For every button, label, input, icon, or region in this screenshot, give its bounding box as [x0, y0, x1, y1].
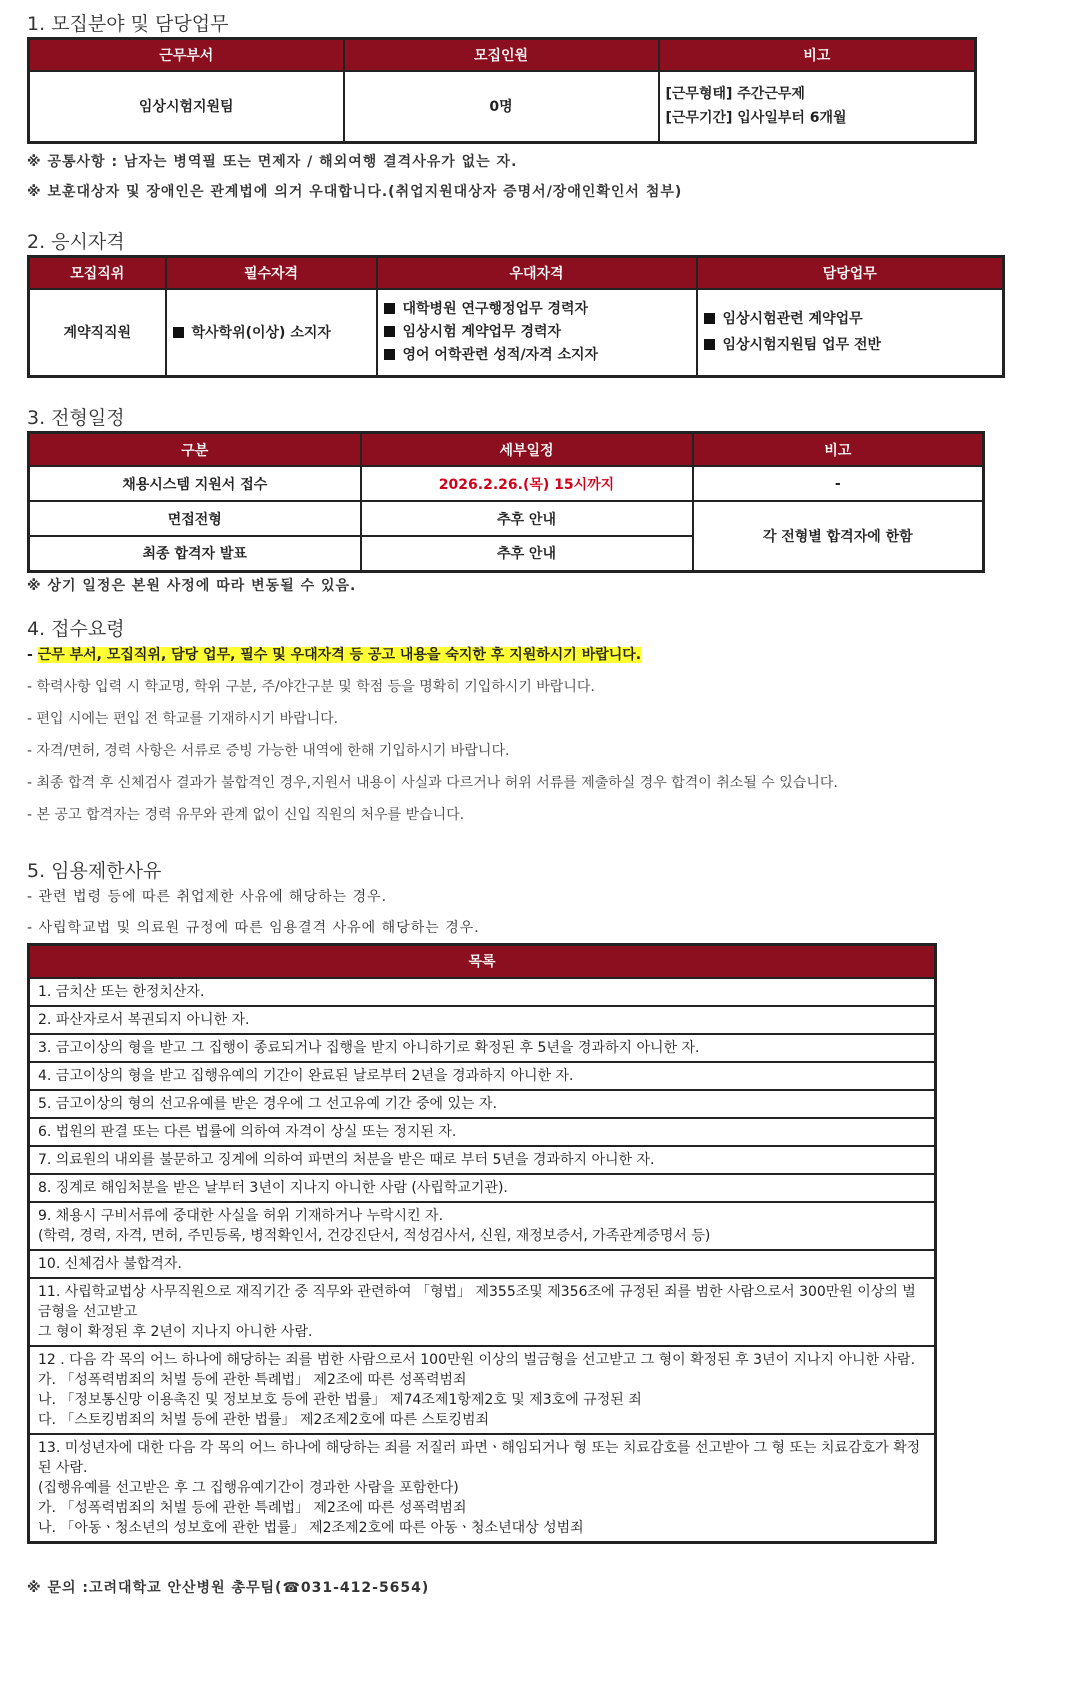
header-position: 모집직위 — [29, 256, 166, 289]
restriction-item-line: 12 . 다음 각 목의 어느 하나에 해당하는 죄를 범한 사람으로서 100만원 이상의 벌금형을 선고받고 그 형이 확정된 후 3년이 지나지 아니한 사람. — [38, 1351, 916, 1368]
restriction-item-cell — [29, 1146, 936, 1174]
restriction-item-line: 3. 금고이상의 형을 받고 그 집행이 종료되거나 집행을 받지 아니하기로 확정된 후 5년을 경과하지 아니한 자. — [38, 1039, 700, 1056]
restriction-item-line: 나. 「정보통신망 이용촉진 및 정보보호 등에 관한 법률」 제74조제1항제2호 및 제3호에 규정된 죄 — [38, 1391, 642, 1408]
restriction-rows — [29, 978, 936, 1543]
restriction-item-line: 11. 사립학교법상 사무직원으로 재직기간 중 직무와 관련하여 「형법」 제355조및 제356조에 규정된 죄를 범한 사람으로서 300만원 이상의 벌금형을 선고받고 — [38, 1283, 916, 1320]
restriction-item-line: 1. 금치산 또는 한정치산자. — [38, 983, 205, 1000]
square-bullet-icon — [704, 313, 715, 324]
guide-line: - 최종 합격 후 신체검사 결과가 불합격인 경우,지원서 내용이 사실과 다르거나 허위 서류를 제출하실 경우 합격이 취소될 수 있습니다. — [27, 774, 838, 791]
count-value: 0명 — [344, 71, 659, 142]
restriction-item-line: 6. 법원의 판결 또는 다른 법률에 의하여 자격이 상실 또는 정지된 자. — [38, 1123, 457, 1140]
header-count: 모집인원 — [344, 39, 659, 72]
header-dept: 근무부서 — [29, 39, 344, 72]
restriction-intro — [27, 887, 1067, 938]
job-posting — [27, 12, 1067, 1598]
square-bullet-icon — [384, 303, 395, 314]
contact-info: ※ 문의 :고려대학교 안산병원 총무팀(☎031-412-5654) — [27, 1579, 430, 1596]
square-bullet-icon — [173, 327, 184, 338]
preferred-item: 영어 어학관련 성적/자격 소지자 — [402, 346, 599, 363]
restriction-item-line: 9. 채용시 구비서류에 중대한 사실을 허위 기재하거나 누락시킨 자. — [38, 1207, 444, 1224]
remark-merged: 각 전형별 합격자에 한함 — [693, 501, 984, 571]
dept-value: 임상시험지원팀 — [29, 71, 344, 142]
restriction-item-line: 13. 미성년자에 대한 다음 각 목의 어느 하나에 해당하는 죄를 저질러 파면ㆍ해임되거나 형 또는 치료감호를 선고받아 그 형 또는 치료감호가 확정된 사람. — [38, 1439, 921, 1476]
stage-apply: 채용시스템 지원서 접수 — [29, 466, 361, 501]
restriction-item-cell — [29, 1090, 936, 1118]
restriction-item-cell — [29, 1434, 936, 1543]
restriction-item-line: 나. 「아동ㆍ청소년의 성보호에 관한 법률」 제2조제2호에 따른 아동ㆍ청소년대상 성범죄 — [38, 1519, 584, 1536]
restriction-item — [29, 1250, 936, 1278]
restriction-item-cell — [29, 1006, 936, 1034]
restriction-item-cell — [29, 1202, 936, 1250]
restriction-item — [29, 1174, 936, 1202]
remark-apply: - — [693, 466, 984, 501]
restriction-line: - 사립학교법 및 의료원 규정에 따른 임용결격 사유에 해당하는 경우. — [27, 919, 480, 936]
duty-item: 임상시험관련 계약업무 — [722, 311, 863, 328]
restriction-item-cell — [29, 1118, 936, 1146]
guide-highlight: 근무 부서, 모집직위, 담당 업무, 필수 및 우대자격 등 공고 내용을 숙지한 후 지원하시기 바랍니다. — [37, 646, 642, 663]
header-remark: 비고 — [659, 39, 976, 72]
header-stage: 구분 — [29, 433, 361, 467]
square-bullet-icon — [384, 326, 395, 337]
restriction-item-cell — [29, 1062, 936, 1090]
restriction-item — [29, 1118, 936, 1146]
section3-title: 3. 전형일정 — [27, 407, 125, 429]
duty-item: 임상시험지원팀 업무 전반 — [722, 337, 882, 354]
header-required: 필수자격 — [166, 256, 377, 289]
header-preferred: 우대자격 — [377, 256, 697, 289]
required-value: 학사학위(이상) 소지자 — [191, 325, 331, 342]
recruitment-table — [27, 37, 977, 144]
restriction-item — [29, 1062, 936, 1090]
section1-notes — [27, 152, 1067, 202]
work-period: [근무기간] 입사일부터 6개월 — [665, 110, 847, 127]
restriction-item-line: 8. 징계로 해임처분을 받은 날부터 3년이 지나지 아니한 사람 (사립학교기관). — [38, 1179, 508, 1196]
restriction-item-line: 7. 의료원의 내외를 불문하고 징계에 의하여 파면의 처분을 받은 때로 부터 5년을 경과하지 아니한 자. — [38, 1151, 655, 1168]
restriction-item-line: 5. 금고이상의 형의 선고유예를 받은 경우에 그 선고유예 기간 중에 있는 자. — [38, 1095, 497, 1112]
restriction-item — [29, 1146, 936, 1174]
restriction-item-cell — [29, 978, 936, 1006]
restriction-item-line: (학력, 경력, 자격, 면허, 주민등록, 병적확인서, 건강진단서, 적성검사서, 신원, 재정보증서, 가족관계증명서 등) — [38, 1227, 711, 1244]
restriction-item-cell — [29, 1278, 936, 1346]
restriction-item-line: (집행유예를 선고받은 후 그 집행유예기간이 경과한 사람을 포함한다) — [38, 1479, 459, 1496]
schedule-apply: 2026.2.26.(목) 15시까지 — [361, 466, 693, 501]
section2-title: 2. 응시자격 — [27, 230, 125, 253]
dash: - — [27, 646, 38, 663]
schedule-note: ※ 상기 일정은 본원 사정에 따라 변동될 수 있음. — [27, 577, 357, 594]
restriction-item-line: 가. 「성폭력범죄의 처벌 등에 관한 특례법」 제2조에 따른 성폭력범죄 — [38, 1499, 467, 1516]
work-type: [근무형태] 주간근무제 — [665, 86, 805, 103]
preferred-item: 임상시험 계약업무 경력자 — [402, 323, 562, 340]
schedule-interview: 추후 안내 — [361, 501, 693, 536]
restriction-item-cell — [29, 1034, 936, 1062]
preferred-item: 대학병원 연구행정업무 경력자 — [402, 300, 589, 317]
restriction-item-cell — [29, 1346, 936, 1434]
restriction-item — [29, 1006, 936, 1034]
guide-highlight-line — [27, 645, 1067, 665]
stage-interview: 면접전형 — [29, 501, 361, 536]
restriction-item — [29, 1202, 936, 1250]
guide-line: - 학력사항 입력 시 학교명, 학위 구분, 주/야간구분 및 학점 등을 명확히 기입하시기 바랍니다. — [27, 678, 595, 695]
restriction-item-cell — [29, 1250, 936, 1278]
schedule-table — [27, 431, 985, 573]
section5-title: 5. 임용제한사유 — [27, 859, 162, 882]
restriction-item — [29, 1346, 936, 1434]
restriction-item — [29, 978, 936, 1006]
restriction-item — [29, 1090, 936, 1118]
guide-line: - 자격/면허, 경력 사항은 서류로 증빙 가능한 내역에 한해 기입하시기 바랍니다. — [27, 742, 510, 759]
restriction-list-table — [27, 943, 937, 1544]
note-veterans: ※ 보훈대상자 및 장애인은 관계법에 의거 우대합니다.(취업지원대상자 증명서/장애인확인서 첨부) — [27, 183, 683, 200]
guide-line: - 본 공고 합격자는 경력 유무와 관계 없이 신입 직원의 처우를 받습니다. — [27, 806, 465, 823]
restriction-item-line: 4. 금고이상의 형을 받고 집행유예의 기간이 완료된 날로부터 2년을 경과하지 아니한 자. — [38, 1067, 574, 1084]
section1-title: 1. 모집분야 및 담당업무 — [27, 13, 229, 35]
restriction-item — [29, 1034, 936, 1062]
restriction-item-cell — [29, 1174, 936, 1202]
guide-line: - 편입 시에는 편입 전 학교를 기재하시기 바랍니다. — [27, 710, 339, 727]
note-common: ※ 공통사항 : 남자는 병역필 또는 면제자 / 해외여행 결격사유가 없는 자. — [27, 153, 518, 170]
restriction-item-line: 10. 신체검사 불합격자. — [38, 1255, 182, 1272]
restriction-item — [29, 1278, 936, 1346]
square-bullet-icon — [704, 339, 715, 350]
restriction-item-line: 가. 「성폭력범죄의 처벌 등에 관한 특례법」 제2조에 따른 성폭력범죄 — [38, 1371, 467, 1388]
restriction-item-line: 그 형이 확정된 후 2년이 지나지 아니한 사람. — [38, 1323, 313, 1340]
position-value: 계약직직원 — [29, 289, 166, 377]
application-guide — [27, 645, 1067, 825]
stage-final: 최종 합격자 발표 — [29, 536, 361, 571]
header-schedule: 세부일정 — [361, 433, 693, 467]
required-cell — [166, 289, 377, 377]
header-duties: 담당업무 — [697, 256, 1004, 289]
header-schedule-remark: 비고 — [693, 433, 984, 467]
schedule-final: 추후 안내 — [361, 536, 693, 571]
remark-value — [659, 71, 976, 142]
restriction-item-line: 다. 「스토킹범죄의 처벌 등에 관한 법률」 제2조제2호에 따른 스토킹범죄 — [38, 1411, 490, 1428]
duties-cell — [697, 289, 1004, 377]
header-list: 목록 — [29, 944, 936, 978]
restriction-item-line: 2. 파산자로서 복권되지 아니한 자. — [38, 1011, 250, 1028]
preferred-cell — [377, 289, 697, 377]
qualification-table — [27, 255, 1005, 379]
section4-title: 4. 접수요령 — [27, 617, 125, 640]
square-bullet-icon — [384, 349, 395, 360]
restriction-item — [29, 1434, 936, 1543]
restriction-line: - 관련 법령 등에 따른 취업제한 사유에 해당하는 경우. — [27, 888, 388, 905]
